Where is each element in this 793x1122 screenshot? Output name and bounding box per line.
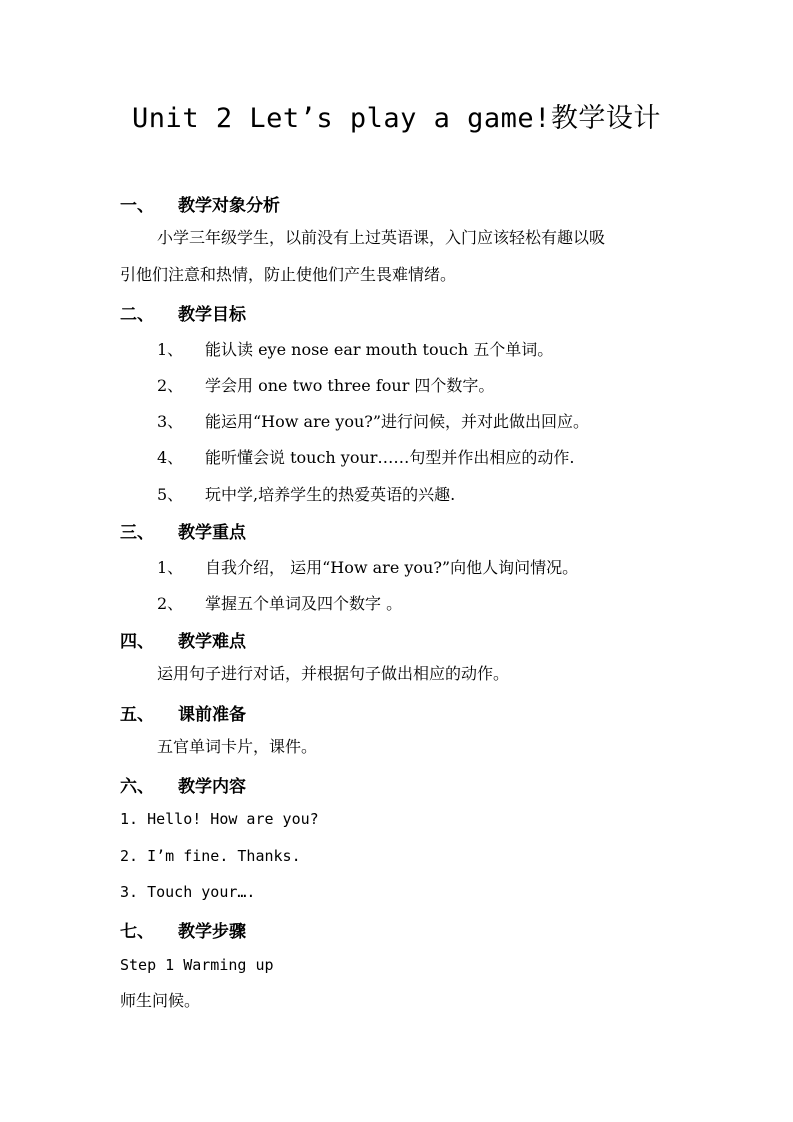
goal-5-number: 5、 xyxy=(157,485,184,504)
goal-1-number: 1、 xyxy=(157,340,184,359)
goal-2-number: 2、 xyxy=(157,376,184,395)
section-3-heading: 教学重点 xyxy=(178,523,246,543)
section-4-heading: 教学难点 xyxy=(178,632,246,652)
key-point-1-text: 自我介绍， 运用“How are you?”向他人询问情况。 xyxy=(205,558,579,577)
goal-4-text: 能听懂会说 touch your……句型并作出相应的动作. xyxy=(205,448,575,467)
step-1-heading: Step 1 Warming up xyxy=(120,956,274,974)
section-1-heading: 教学对象分析 xyxy=(178,196,280,216)
section-5-number: 五、 xyxy=(120,705,154,725)
section-6-heading: 教学内容 xyxy=(178,777,246,797)
key-point-2-text: 掌握五个单词及四个数字 。 xyxy=(205,594,403,613)
goal-1-text: 能认读 eye nose ear mouth touch 五个单词。 xyxy=(205,340,554,359)
key-point-1-number: 1、 xyxy=(157,558,184,577)
content-line-3: 3. Touch your…. xyxy=(120,883,256,901)
goal-4-number: 4、 xyxy=(157,448,184,467)
section-2-number: 二、 xyxy=(120,305,154,325)
section-6-number: 六、 xyxy=(120,777,154,797)
section-1-paragraph-line-2: 引他们注意和热情，防止使他们产生畏难情绪。 xyxy=(120,265,457,284)
goal-3-number: 3、 xyxy=(157,412,184,431)
goal-2-text: 学会用 one two three four 四个数字。 xyxy=(205,376,495,395)
section-1-paragraph-line-1: 小学三年级学生，以前没有上过英语课，入门应该轻松有趣以吸 xyxy=(157,228,606,247)
key-point-2-number: 2、 xyxy=(157,594,184,613)
content-line-1: 1. Hello! How are you? xyxy=(120,810,319,828)
section-7-number: 七、 xyxy=(120,922,154,942)
section-5-heading: 课前准备 xyxy=(178,705,246,725)
section-2-heading: 教学目标 xyxy=(178,305,246,325)
content-line-2: 2. I’m fine. Thanks. xyxy=(120,847,301,865)
page-title: Unit 2 Let’s play a game!教学设计 xyxy=(132,103,661,134)
section-1-number: 一、 xyxy=(120,196,154,216)
section-7-heading: 教学步骤 xyxy=(178,922,246,942)
goal-5-text: 玩中学,培养学生的热爱英语的兴趣. xyxy=(205,485,456,504)
section-3-number: 三、 xyxy=(120,523,154,543)
section-4-number: 四、 xyxy=(120,632,154,652)
step-1-text: 师生问候。 xyxy=(120,991,201,1010)
section-5-paragraph: 五官单词卡片，课件。 xyxy=(157,737,318,756)
section-4-paragraph: 运用句子进行对话，并根据句子做出相应的动作。 xyxy=(157,664,510,683)
goal-3-text: 能运用“How are you?”进行问候，并对此做出回应。 xyxy=(205,412,590,431)
